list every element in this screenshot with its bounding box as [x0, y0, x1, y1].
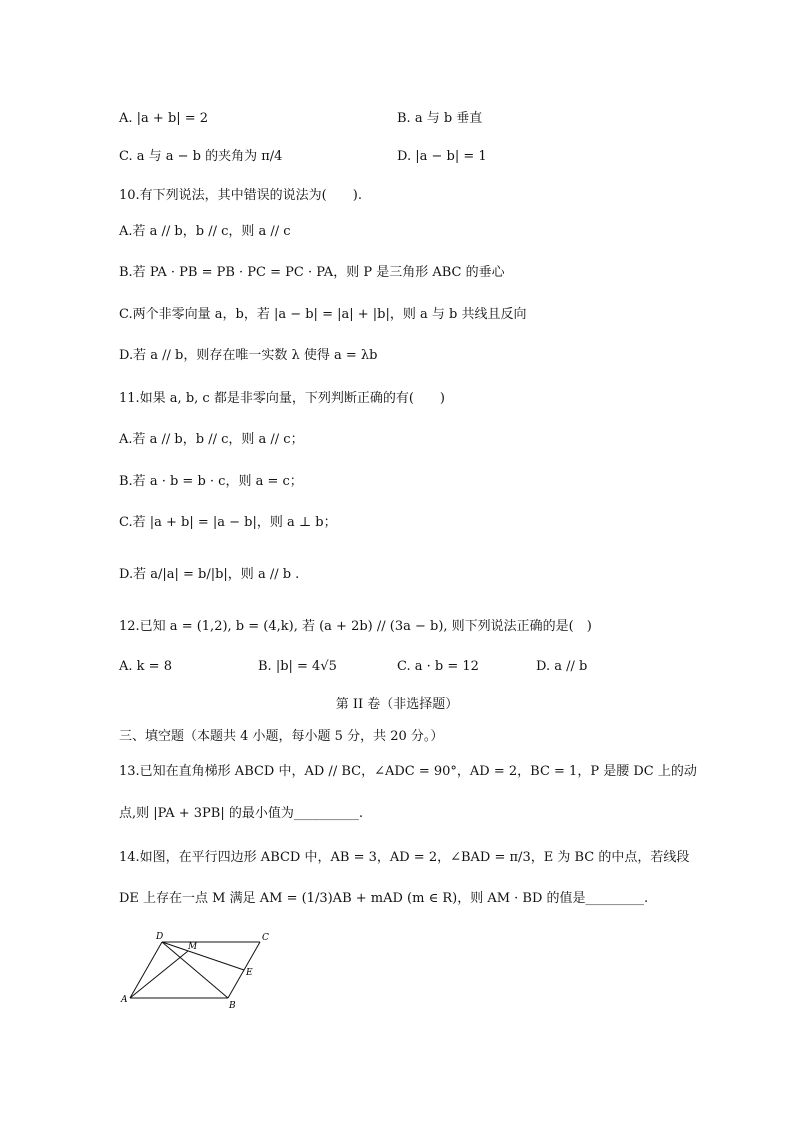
q10-stem: 10.有下列说法，其中错误的说法为( ). — [119, 188, 362, 203]
q9-option-a: A. |a + b| = 2 — [119, 111, 209, 126]
parallelogram-figure — [118, 928, 278, 1014]
q12-option-a: A. k = 8 — [119, 659, 172, 674]
q10-option-c: C.两个非零向量 a，b，若 |a − b| = |a| + |b|，则 a 与 b 共线且反向 — [119, 307, 527, 322]
part2-title: 第 II 卷（非选择题） — [335, 697, 459, 712]
q12-option-d: D. a // b — [536, 659, 588, 674]
q11-option-b: B.若 a · b = b · c，则 a = c； — [119, 474, 303, 489]
q12-option-c: C. a · b = 12 — [397, 659, 479, 674]
segment-de — [162, 942, 244, 970]
q13-line1: 13.已知在直角梯形 ABCD 中，AD // BC，∠ADC = 90°，AD = 2，BC = 1，P 是腰 DC 上的动 — [119, 764, 697, 779]
label-m: M — [188, 942, 198, 952]
label-a: A — [121, 995, 128, 1005]
q13-line2: 点,则 |PA + 3PB| 的最小值为__________. — [119, 806, 363, 821]
label-e: E — [246, 968, 253, 978]
q14-line2: DE 上存在一点 M 满足 AM = (1/3)AB + mAD (m ∈ R)，则 AM · BD 的值是_________. — [119, 891, 649, 906]
label-c: C — [262, 933, 269, 943]
q11-stem: 11.如果 a, b, c 都是非零向量，下列判断正确的有( ) — [119, 391, 445, 406]
q10-option-d: D.若 a // b，则存在唯一实数 λ 使得 a = λb — [119, 348, 378, 363]
q11-option-d: D.若 a/|a| = b/|b|，则 a // b . — [119, 567, 300, 582]
label-d: D — [156, 932, 164, 942]
section3-title: 三、填空题（本题共 4 小题，每小题 5 分，共 20 分。） — [119, 729, 444, 744]
q10-option-a: A.若 a // b，b // c，则 a // c — [119, 224, 291, 239]
q11-option-a: A.若 a // b，b // c，则 a // c； — [119, 432, 304, 447]
q10-option-b: B.若 PA · PB = PB · PC = PC · PA，则 P 是三角形 ABC 的垂心 — [119, 265, 505, 280]
q9-option-b: B. a 与 b 垂直 — [397, 111, 483, 126]
q9-option-d: D. |a − b| = 1 — [397, 149, 487, 164]
q14-line1: 14.如图，在平行四边形 ABCD 中，AB = 3，AD = 2，∠BAD = π/3，E 为 BC 的中点，若线段 — [119, 850, 690, 865]
segment-da — [130, 942, 162, 998]
segment-am — [130, 951, 188, 998]
q12-stem: 12.已知 a = (1,2), b = (4,k), 若 (a + 2b) // (3a − b), 则下列说法正确的是( ) — [119, 619, 592, 634]
q12-option-b: B. |b| = 4√5 — [258, 659, 337, 674]
q9-option-c: C. a 与 a − b 的夹角为 π/4 — [119, 149, 283, 164]
q11-option-c: C.若 |a + b| = |a − b|，则 a ⊥ b； — [119, 515, 337, 530]
label-b: B — [229, 1001, 236, 1011]
